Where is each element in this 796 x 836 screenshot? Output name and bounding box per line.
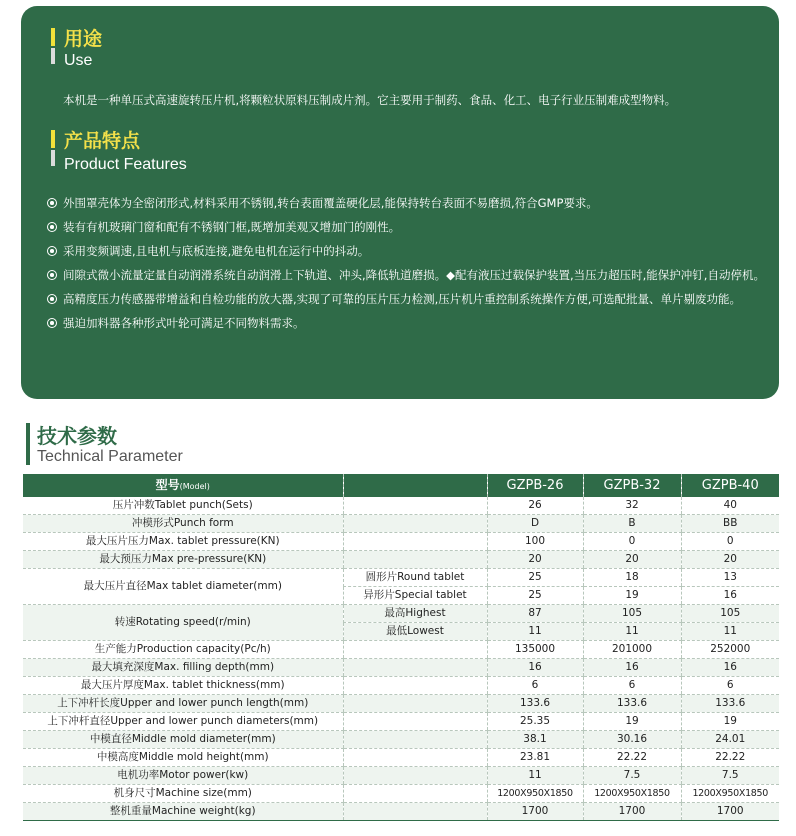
features-list bbox=[47, 193, 769, 337]
table-row bbox=[23, 767, 779, 785]
param-value: 22.22 bbox=[583, 749, 681, 767]
use-title-en: Use bbox=[64, 52, 93, 69]
bullet-icon bbox=[47, 246, 57, 256]
bullet-icon bbox=[47, 318, 57, 328]
sub-blank bbox=[343, 785, 487, 803]
list-item bbox=[47, 241, 769, 262]
header-blank bbox=[343, 474, 487, 497]
table-row bbox=[23, 659, 779, 677]
param-value: 11 bbox=[487, 767, 583, 785]
table-row bbox=[23, 785, 779, 803]
feature-text: 高精度压力传感器带增益和自检功能的放大器,实现了可靠的压片压力检测,压片机片重控制系统操作方便,可选配批量、单片剔废功能。 bbox=[63, 292, 741, 306]
param-value: 1700 bbox=[681, 803, 779, 821]
param-value: 38.1 bbox=[487, 731, 583, 749]
param-label: 生产能力Production capacity(Pc/h) bbox=[23, 641, 343, 659]
model-header-cn: 型号 bbox=[155, 477, 180, 492]
param-value: 22.22 bbox=[681, 749, 779, 767]
param-value: 6 bbox=[487, 677, 583, 695]
sub-blank bbox=[343, 695, 487, 713]
model-header-en: (Model) bbox=[179, 481, 210, 491]
param-label: 最大填充深度Max. filling depth(mm) bbox=[23, 659, 343, 677]
param-value: 20 bbox=[487, 551, 583, 569]
list-item bbox=[47, 313, 769, 334]
param-value: 1700 bbox=[487, 803, 583, 821]
tech-title-en: Technical Parameter bbox=[37, 448, 183, 465]
use-description: 本机是一种单压式高速旋转压片机,将颗粒状原料压制成片剂。它主要用于制药、食品、化工、电子行业压制难成型物料。 bbox=[63, 93, 677, 107]
param-value: 6 bbox=[681, 677, 779, 695]
use-heading-bar-lower bbox=[51, 48, 55, 64]
features-heading-bar bbox=[51, 130, 55, 148]
param-value: 16 bbox=[681, 587, 779, 605]
list-item bbox=[47, 289, 769, 310]
sub-blank bbox=[343, 533, 487, 551]
sub-blank bbox=[343, 515, 487, 533]
sub-blank bbox=[343, 731, 487, 749]
param-label: 最大压片压力Max. tablet pressure(KN) bbox=[23, 533, 343, 551]
param-label: 中模直径Middle mold diameter(mm) bbox=[23, 731, 343, 749]
param-value: 100 bbox=[487, 533, 583, 551]
param-value: 1200X950X1850 bbox=[583, 785, 681, 803]
param-label: 压片冲数Tablet punch(Sets) bbox=[23, 497, 343, 515]
table-row bbox=[23, 605, 779, 623]
param-value: 19 bbox=[583, 713, 681, 731]
param-label: 电机功率Motor power(kw) bbox=[23, 767, 343, 785]
bullet-icon bbox=[47, 294, 57, 304]
param-value: 13 bbox=[681, 569, 779, 587]
feature-text: 外围罩壳体为全密闭形式,材料采用不锈钢,转台表面覆盖硬化层,能保持转台表面不易磨损,符合GMP要求。 bbox=[63, 196, 598, 210]
tech-heading-bar bbox=[26, 423, 30, 465]
tech-title-cn: 技术参数 bbox=[37, 424, 117, 448]
bullet-icon bbox=[47, 222, 57, 232]
param-value: 133.6 bbox=[681, 695, 779, 713]
param-label: 最大压片厚度Max. tablet thickness(mm) bbox=[23, 677, 343, 695]
model-name: GZPB-26 bbox=[487, 474, 583, 497]
table-row bbox=[23, 533, 779, 551]
feature-text: 强迫加料器各种形式叶轮可满足不同物料需求。 bbox=[63, 316, 305, 330]
model-header bbox=[23, 474, 343, 497]
param-value: 7.5 bbox=[583, 767, 681, 785]
tech-parameter-table bbox=[23, 474, 779, 821]
table-row bbox=[23, 749, 779, 767]
use-title-cn: 用途 bbox=[64, 28, 103, 50]
sub-label: 最低Lowest bbox=[343, 623, 487, 641]
param-value: 32 bbox=[583, 497, 681, 515]
features-title-cn: 产品特点 bbox=[64, 130, 141, 152]
param-value: 7.5 bbox=[681, 767, 779, 785]
table-header-row bbox=[23, 474, 779, 497]
param-value: 40 bbox=[681, 497, 779, 515]
param-label: 中模高度Middle mold height(mm) bbox=[23, 749, 343, 767]
param-label: 转速Rotating speed(r/min) bbox=[23, 605, 343, 641]
param-value: 105 bbox=[681, 605, 779, 623]
table-row bbox=[23, 713, 779, 731]
list-item bbox=[47, 193, 769, 214]
sub-label: 异形片Special tablet bbox=[343, 587, 487, 605]
param-value: 1700 bbox=[583, 803, 681, 821]
table-row bbox=[23, 569, 779, 587]
param-value: 16 bbox=[487, 659, 583, 677]
param-value: 11 bbox=[583, 623, 681, 641]
param-label: 上下冲杆长度Upper and lower punch length(mm) bbox=[23, 695, 343, 713]
param-value: 252000 bbox=[681, 641, 779, 659]
sub-blank bbox=[343, 659, 487, 677]
param-value: 24.01 bbox=[681, 731, 779, 749]
list-item bbox=[47, 265, 769, 286]
table-row bbox=[23, 641, 779, 659]
param-label: 最大预压力Max pre-pressure(KN) bbox=[23, 551, 343, 569]
param-value: 0 bbox=[583, 533, 681, 551]
param-value: 133.6 bbox=[583, 695, 681, 713]
param-value: 30.16 bbox=[583, 731, 681, 749]
param-value: 25 bbox=[487, 569, 583, 587]
sub-blank bbox=[343, 497, 487, 515]
param-label: 冲模形式Punch form bbox=[23, 515, 343, 533]
param-value: 1200X950X1850 bbox=[681, 785, 779, 803]
param-value: D bbox=[487, 515, 583, 533]
sub-label: 圆形片Round tablet bbox=[343, 569, 487, 587]
sub-blank bbox=[343, 767, 487, 785]
param-value: 20 bbox=[681, 551, 779, 569]
param-label: 上下冲杆直径Upper and lower punch diameters(mm) bbox=[23, 713, 343, 731]
table-row bbox=[23, 677, 779, 695]
param-value: B bbox=[583, 515, 681, 533]
param-value: 201000 bbox=[583, 641, 681, 659]
param-value: 16 bbox=[583, 659, 681, 677]
model-name: GZPB-40 bbox=[681, 474, 779, 497]
param-value: 11 bbox=[487, 623, 583, 641]
intro-panel bbox=[21, 6, 779, 399]
param-value: 16 bbox=[681, 659, 779, 677]
param-value: 25 bbox=[487, 587, 583, 605]
table-row bbox=[23, 695, 779, 713]
sub-label: 最高Highest bbox=[343, 605, 487, 623]
param-value: 19 bbox=[681, 713, 779, 731]
features-heading-bar-lower bbox=[51, 150, 55, 166]
param-value: 87 bbox=[487, 605, 583, 623]
param-value: 1200X950X1850 bbox=[487, 785, 583, 803]
feature-text: 间隙式微小流量定量自动润滑系统自动润滑上下轨道、冲头,降低轨道磨损。◆配有液压过载保护装置,当压力超压时,能保护冲钉,自动停机。 bbox=[63, 268, 765, 282]
sub-blank bbox=[343, 713, 487, 731]
sub-blank bbox=[343, 803, 487, 821]
sub-blank bbox=[343, 551, 487, 569]
param-value: 19 bbox=[583, 587, 681, 605]
param-value: 26 bbox=[487, 497, 583, 515]
param-value: 133.6 bbox=[487, 695, 583, 713]
table-row bbox=[23, 551, 779, 569]
param-value: 11 bbox=[681, 623, 779, 641]
sub-blank bbox=[343, 677, 487, 695]
param-value: 20 bbox=[583, 551, 681, 569]
param-value: 18 bbox=[583, 569, 681, 587]
param-value: BB bbox=[681, 515, 779, 533]
table-row bbox=[23, 497, 779, 515]
param-label: 最大压片直径Max tablet diameter(mm) bbox=[23, 569, 343, 605]
param-value: 23.81 bbox=[487, 749, 583, 767]
table-row bbox=[23, 731, 779, 749]
feature-text: 装有有机玻璃门窗和配有不锈钢门框,既增加美观又增加门的刚性。 bbox=[63, 220, 401, 234]
sub-blank bbox=[343, 641, 487, 659]
param-value: 0 bbox=[681, 533, 779, 551]
param-value: 25.35 bbox=[487, 713, 583, 731]
bullet-icon bbox=[47, 198, 57, 208]
param-value: 6 bbox=[583, 677, 681, 695]
sub-blank bbox=[343, 749, 487, 767]
use-heading-bar bbox=[51, 28, 55, 46]
features-title-en: Product Features bbox=[64, 156, 187, 173]
table-row bbox=[23, 515, 779, 533]
bullet-icon bbox=[47, 270, 57, 280]
param-value: 135000 bbox=[487, 641, 583, 659]
table-row bbox=[23, 803, 779, 821]
param-value: 105 bbox=[583, 605, 681, 623]
feature-text: 采用变频调速,且电机与底板连接,避免电机在运行中的抖动。 bbox=[63, 244, 370, 258]
param-label: 整机重量Machine weight(kg) bbox=[23, 803, 343, 821]
param-label: 机身尺寸Machine size(mm) bbox=[23, 785, 343, 803]
list-item bbox=[47, 217, 769, 238]
model-name: GZPB-32 bbox=[583, 474, 681, 497]
